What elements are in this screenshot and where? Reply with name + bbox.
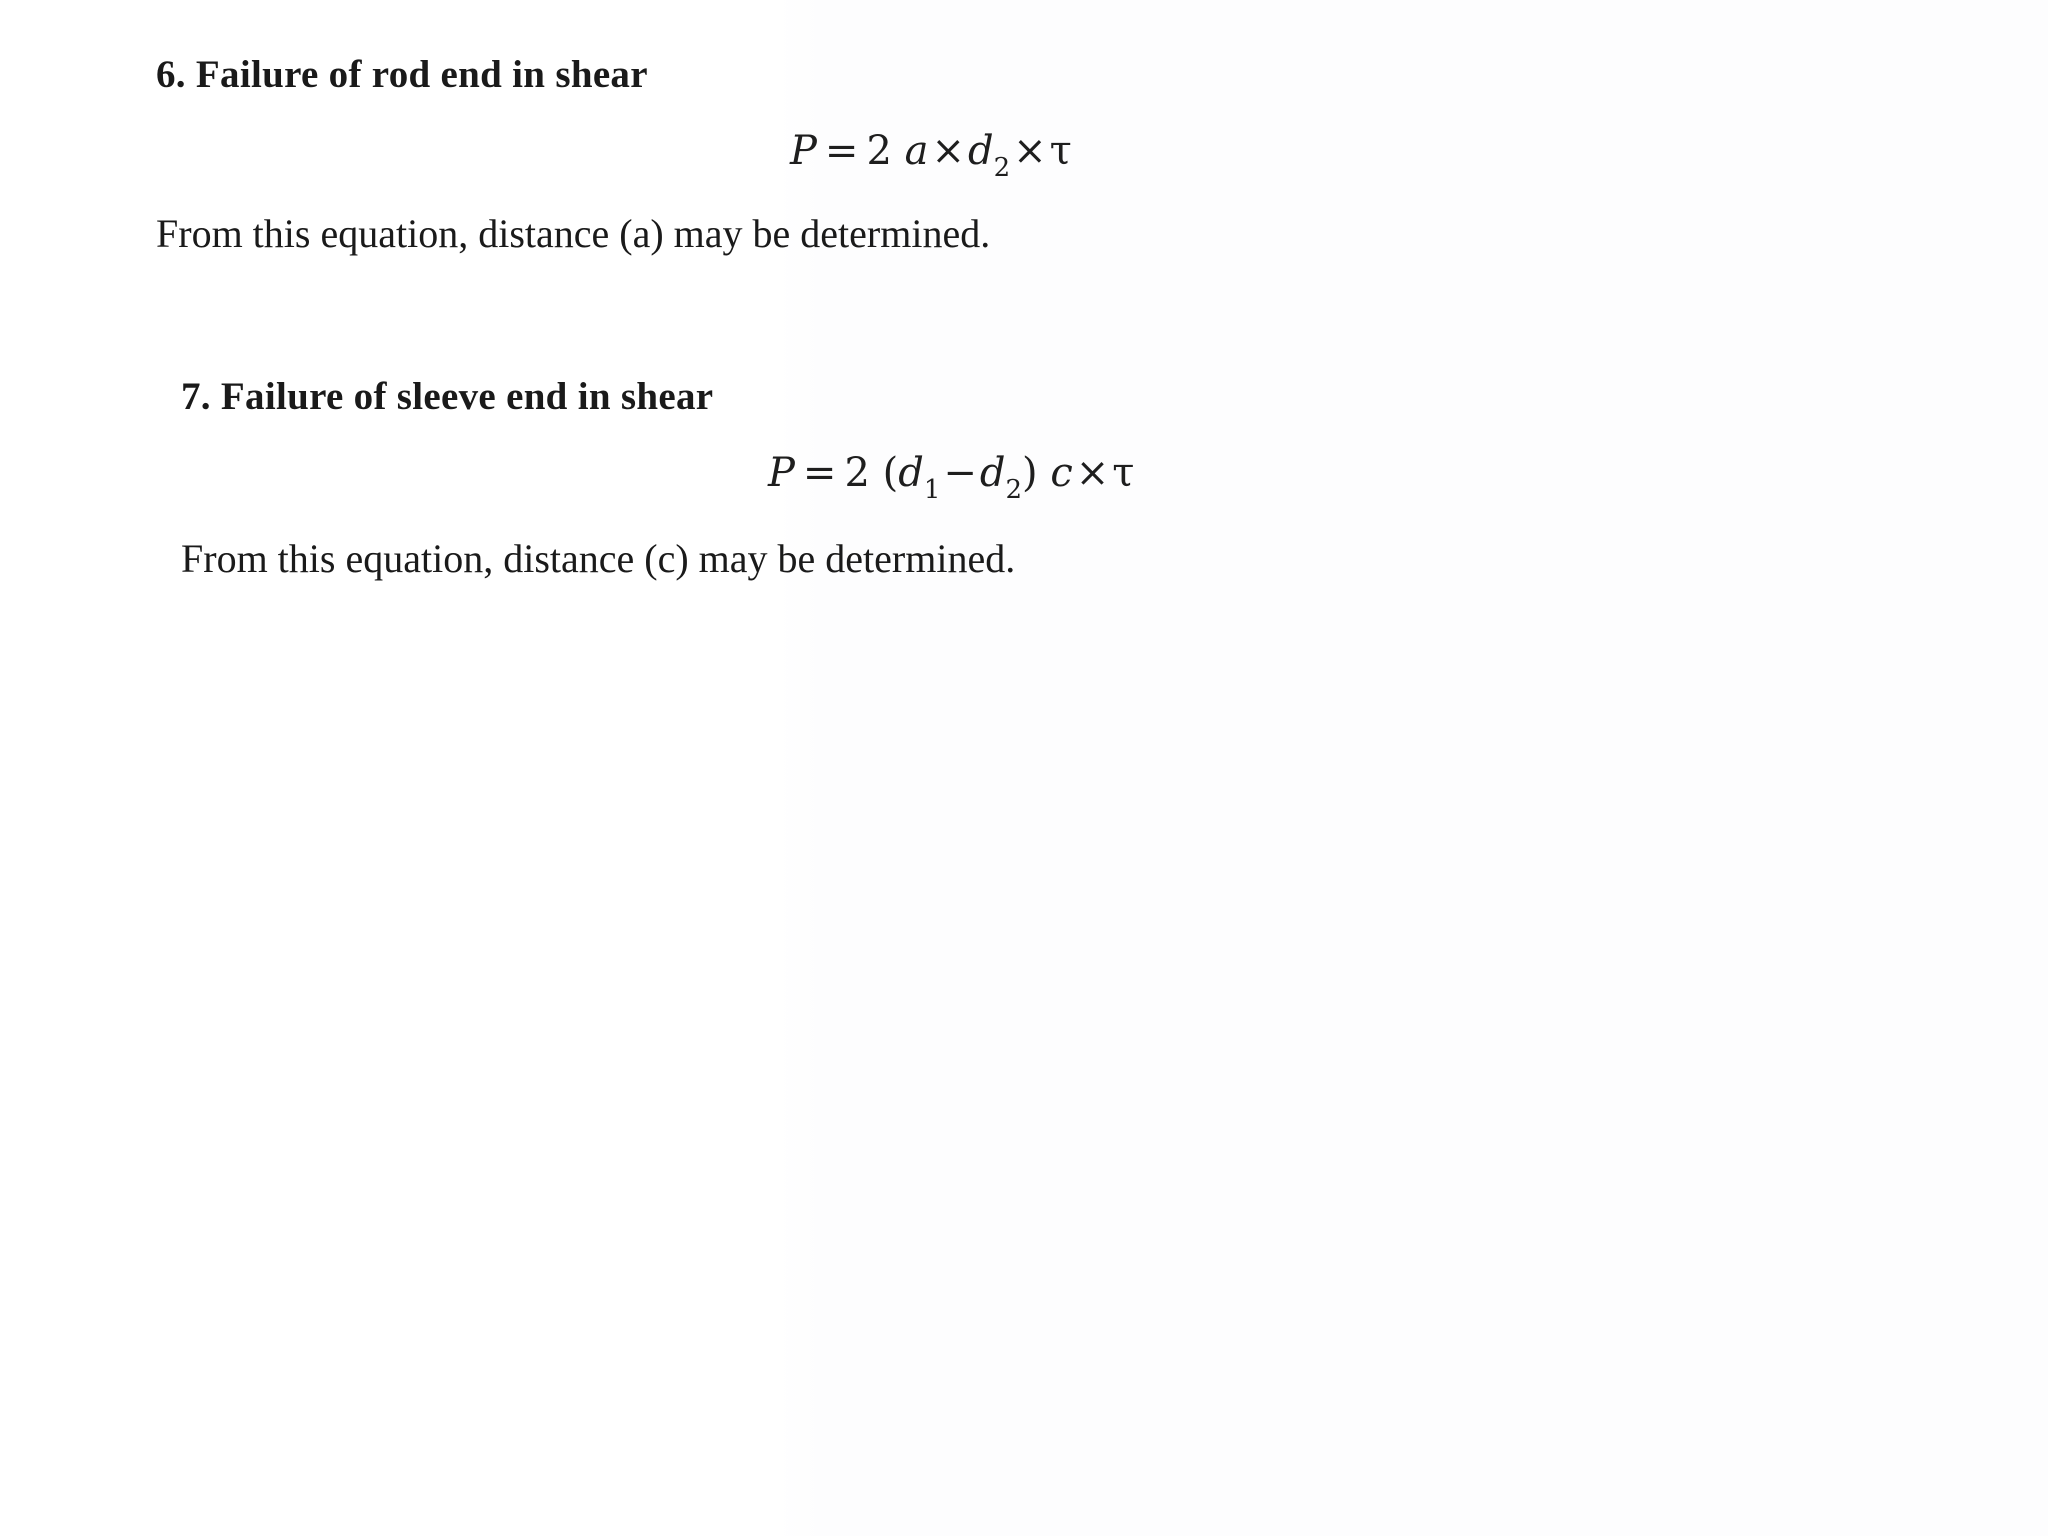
eq7-equals: = (802, 450, 837, 496)
eq7-coef: 2 (844, 450, 870, 496)
eq6-var-a: a (904, 128, 929, 174)
section-7-heading: 7. Failure of sleeve end in shear (181, 375, 714, 418)
eq7-minus: − (943, 450, 977, 496)
eq7-var-d2: d (979, 450, 1006, 496)
eq7-var-d1: d (898, 450, 924, 496)
eq7-sub-d2: 2 (1005, 475, 1023, 505)
eq6-tau: τ (1049, 128, 1072, 174)
eq7-lhs: P (768, 450, 795, 496)
eq6-var-d: d (967, 128, 994, 174)
eq6-times-1: × (931, 128, 965, 174)
eq7-rparen: ) (1022, 450, 1038, 496)
eq7-lparen: ( (882, 450, 899, 496)
eq6-lhs: P (790, 128, 817, 174)
sleeve-end-shear-equation (768, 450, 1135, 505)
eq7-tau: τ (1112, 450, 1135, 496)
section-6-heading: 6. Failure of rod end in shear (156, 53, 648, 96)
eq6-coef: 2 (866, 128, 892, 174)
eq7-sub-d1: 1 (923, 475, 941, 505)
eq6-equals: = (824, 128, 859, 174)
section-7-text: From this equation, distance (c) may be determined. (181, 536, 1016, 581)
rod-end-shear-equation (790, 128, 1072, 183)
eq7-var-c: c (1050, 450, 1073, 496)
section-6-text: From this equation, distance (a) may be determined. (156, 211, 991, 256)
eq6-sub-d: 2 (993, 153, 1011, 183)
eq7-times: × (1075, 450, 1110, 496)
eq6-times-2: × (1013, 128, 1047, 174)
